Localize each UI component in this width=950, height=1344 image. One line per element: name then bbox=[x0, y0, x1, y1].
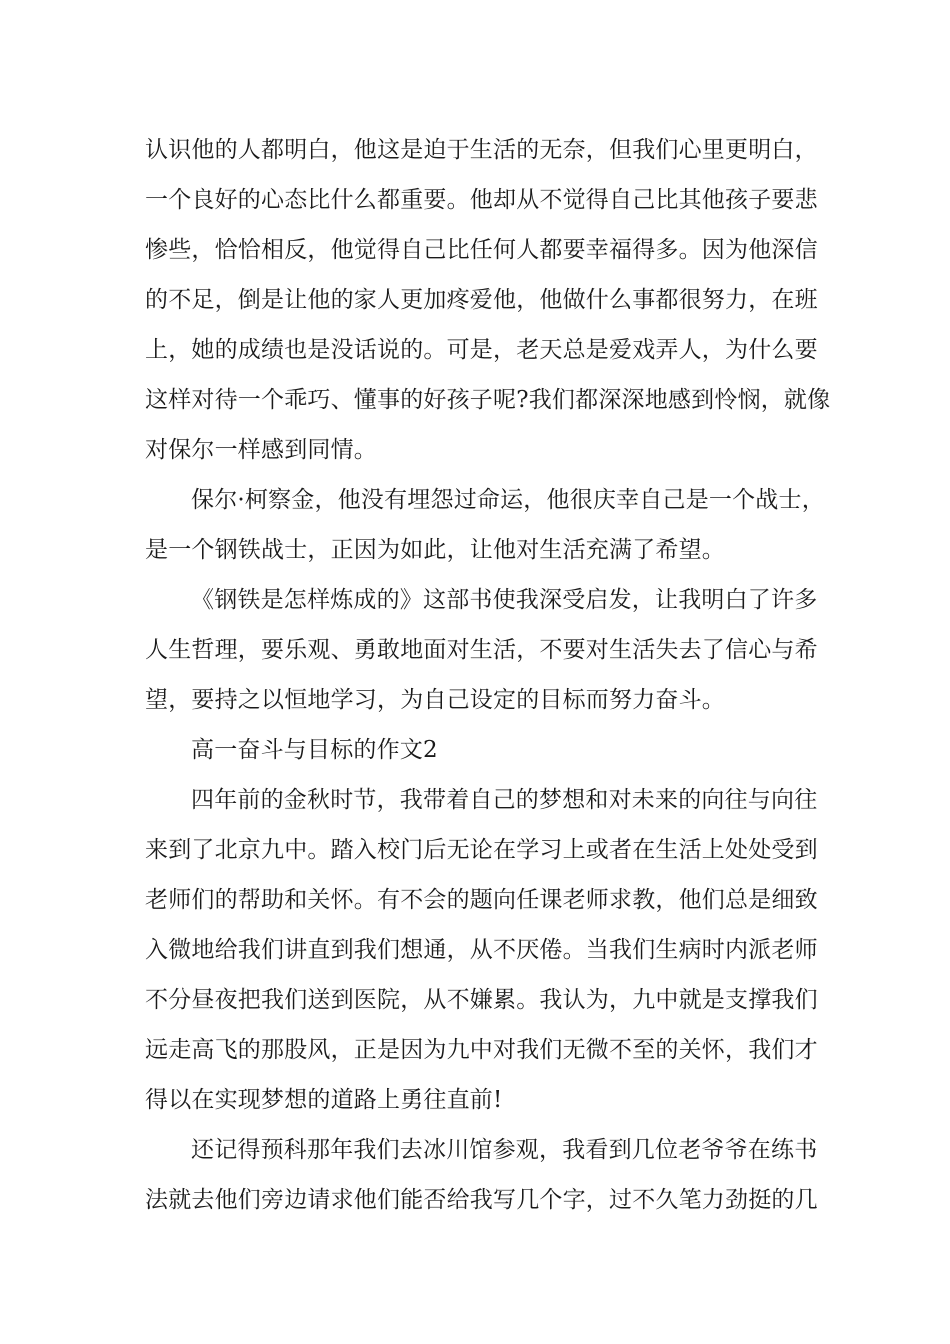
paragraph-line: 入微地给我们讲直到我们想通，从不厌倦。当我们生病时内派老师 bbox=[145, 937, 818, 963]
paragraph-line: 人生哲理，要乐观、勇敢地面对生活，不要对生活失去了信心与希 bbox=[145, 637, 818, 663]
paragraph-line: 法就去他们旁边请求他们能否给我写几个字，过不久笔力劲挺的几 bbox=[145, 1187, 818, 1213]
paragraph-line: 望，要持之以恒地学习，为自己设定的目标而努力奋斗。 bbox=[145, 687, 725, 713]
paragraph-line: 保尔·柯察金，他没有埋怨过命运，他很庆幸自己是一个战士， bbox=[191, 487, 825, 513]
section-heading: 高一奋斗与目标的作文2 bbox=[191, 737, 438, 763]
paragraph-line: 得以在实现梦想的道路上勇往直前! bbox=[145, 1087, 503, 1113]
paragraph-line: 的不足，倒是让他的家人更加疼爱他，他做什么事都很努力，在班 bbox=[145, 287, 818, 313]
paragraph-line: 老师们的帮助和关怀。有不会的题向任课老师求教，他们总是细致 bbox=[145, 887, 818, 913]
paragraph-line: 上，她的成绩也是没话说的。可是，老天总是爱戏弄人，为什么要 bbox=[145, 337, 818, 363]
paragraph-line: 远走高飞的那股风，正是因为九中对我们无微不至的关怀，我们才 bbox=[145, 1037, 818, 1063]
paragraph-line: 认识他的人都明白，他这是迫于生活的无奈，但我们心里更明白， bbox=[145, 137, 818, 163]
paragraph-line: 一个良好的心态比什么都重要。他却从不觉得自己比其他孩子要悲 bbox=[145, 187, 818, 213]
paragraph-line: 不分昼夜把我们送到医院，从不嫌累。我认为，九中就是支撑我们 bbox=[145, 987, 818, 1013]
paragraph-line: 是一个钢铁战士，正因为如此，让他对生活充满了希望。 bbox=[145, 537, 725, 563]
paragraph-line: 惨些，恰恰相反，他觉得自己比任何人都要幸福得多。因为他深信 bbox=[145, 237, 818, 263]
paragraph-line: 《钢铁是怎样炼成的》这部书使我深受启发，让我明白了许多 bbox=[191, 587, 818, 613]
paragraph-line: 对保尔一样感到同情。 bbox=[145, 437, 377, 463]
paragraph-line: 四年前的金秋时节，我带着自己的梦想和对未来的向往与向往 bbox=[191, 787, 818, 813]
paragraph-line: 来到了北京九中。踏入校门后无论在学习上或者在生活上处处受到 bbox=[145, 837, 818, 863]
paragraph-line: 这样对待一个乖巧、懂事的好孩子呢?我们都深深地感到怜悯，就像 bbox=[145, 387, 831, 413]
paragraph-line: 还记得预科那年我们去冰川馆参观，我看到几位老爷爷在练书 bbox=[191, 1137, 818, 1163]
